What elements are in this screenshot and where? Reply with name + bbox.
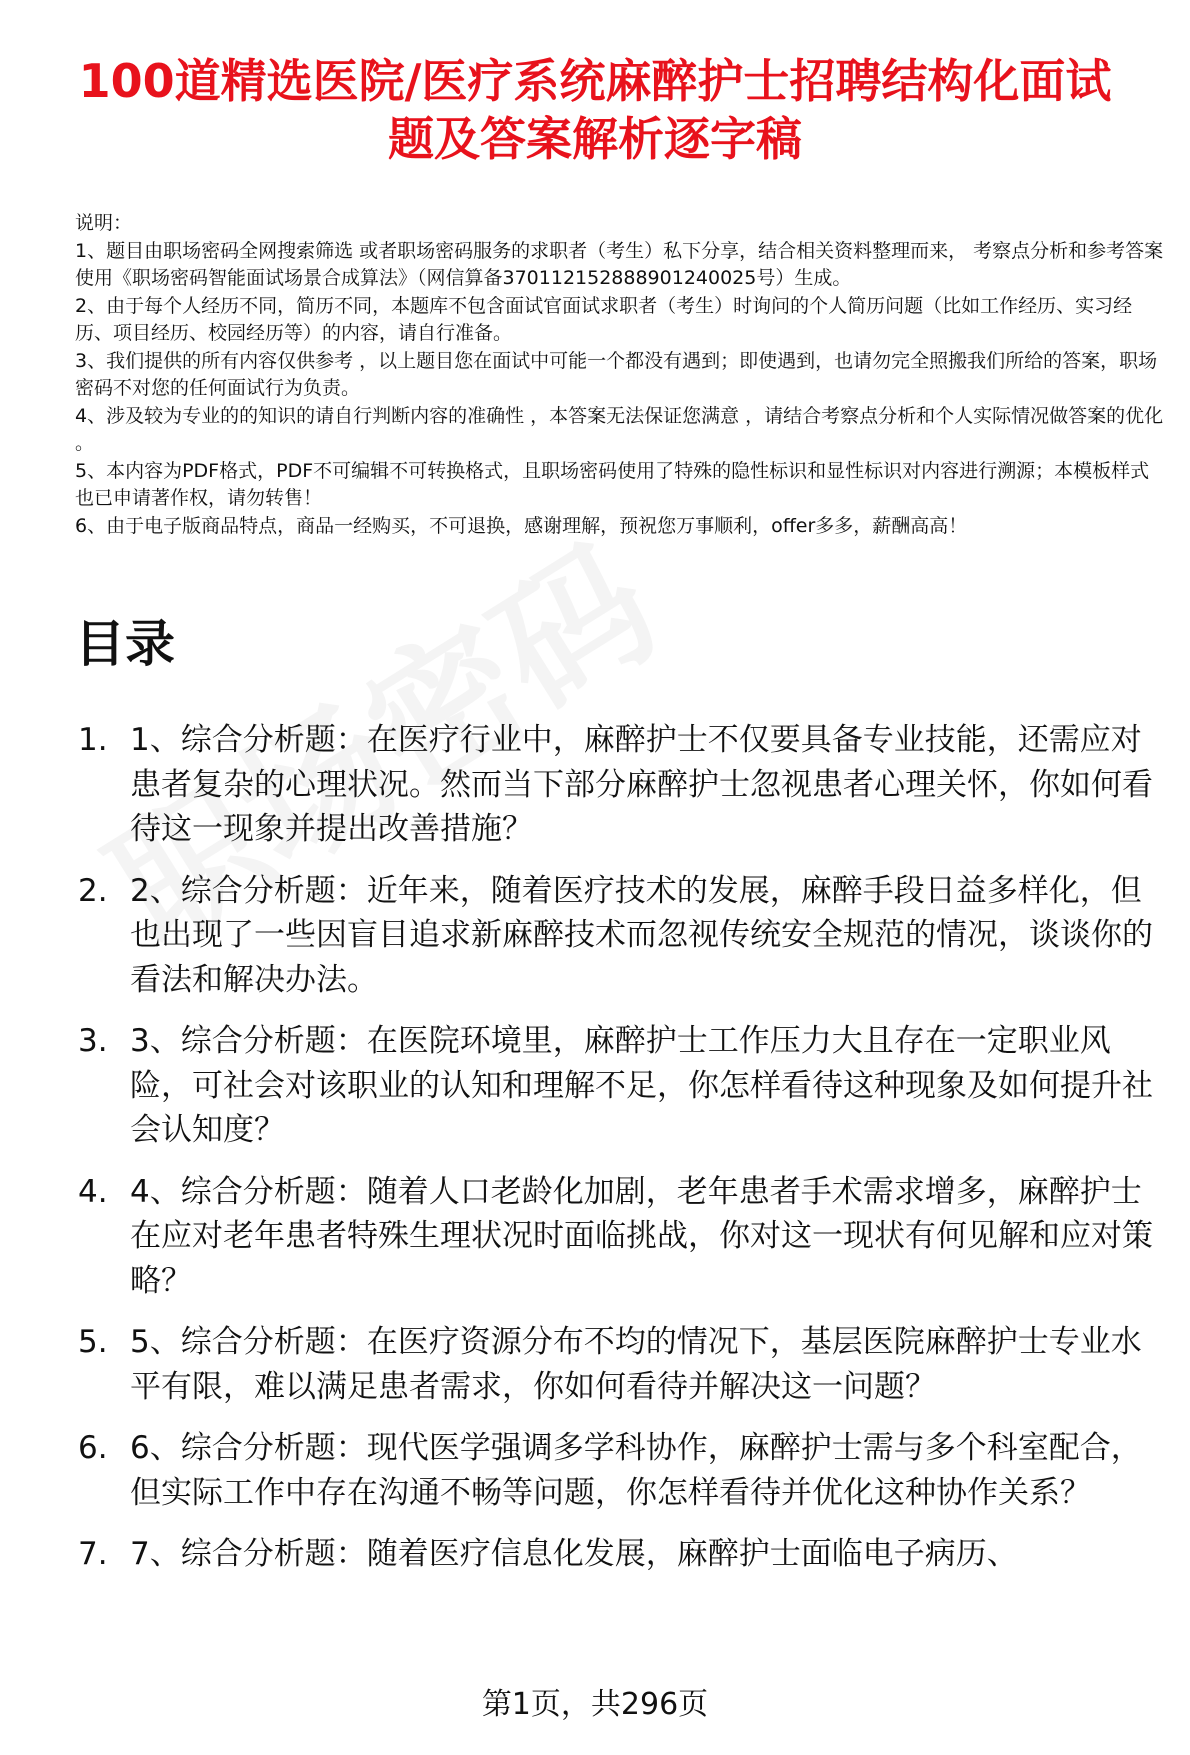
toc-item[interactable] [78, 1019, 1168, 1153]
notes-label: 说明： [75, 212, 133, 234]
toc-item-text[interactable]: 5、综合分析题：在医疗资源分布不均的情况下，基层医院麻醉护士专业水平有限，难以满足患者需求，你如何看待并解决这一问题？ [130, 1324, 1142, 1405]
notes-section [75, 210, 1165, 540]
toc-item-number: 3. [78, 1023, 108, 1059]
note-item: 6、由于电子版商品特点，商品一经购买，不可退换，感谢理解，预祝您万事顺利，offer多多，薪酬高高！ [75, 514, 968, 537]
note-item: 3、我们提供的所有内容仅供参考 ，以上题目您在面试中可能一个都没有遇到；即使遇到，也请勿完全照搬我们所给的答案，职场密码不对您的任何面试行为负责。 [75, 349, 1158, 399]
note-item: 4、涉及较为专业的的知识的请自行判断内容的准确性 ，本答案无法保证您满意 ，请结合考察点分析和个人实际情况做答案的优化 。 [75, 404, 1164, 454]
toc-item-text[interactable]: 2、综合分析题：近年来，随着医疗技术的发展，麻醉手段日益多样化，但也出现了一些因盲目追求新麻醉技术而忽视传统安全规范的情况，谈谈你的看法和解决办法。 [130, 872, 1153, 998]
toc-item-number: 5. [78, 1324, 108, 1360]
note-item: 1、题目由职场密码全网搜索筛选 或者职场密码服务的求职者（考生）私下分享，结合相关资料整理而来， 考察点分析和参考答案使用《职场密码智能面试场景合成算法》（网信算备370112152888901240025号）生成。 [75, 239, 1164, 289]
toc-item[interactable] [78, 718, 1168, 852]
toc-item[interactable] [78, 869, 1168, 1003]
toc-item-number: 7. [78, 1536, 108, 1572]
toc-item-number: 2. [78, 872, 108, 909]
toc-item[interactable] [78, 1532, 1168, 1577]
toc-item[interactable] [78, 1170, 1168, 1304]
toc-heading: 目录 [75, 615, 175, 673]
toc-item-text[interactable]: 7、综合分析题：随着医疗信息化发展，麻醉护士面临电子病历、 [130, 1536, 1018, 1572]
note-item: 2、由于每个人经历不同，简历不同，本题库不包含面试官面试求职者（考生）时询问的个人简历问题（比如工作经历、实习经历、项目经历、校园经历等）的内容，请自行准备。 [75, 294, 1133, 344]
toc-item[interactable] [78, 1426, 1168, 1515]
toc-item-number: 6. [78, 1430, 108, 1466]
toc-item-text[interactable]: 3、综合分析题：在医院环境里，麻醉护士工作压力大且存在一定职业风险，可社会对该职业的认知和理解不足，你怎样看待这种现象及如何提升社会认知度？ [130, 1023, 1153, 1148]
toc-item-text[interactable]: 1、综合分析题：在医疗行业中，麻醉护士不仅要具备专业技能，还需应对患者复杂的心理状况。然而当下部分麻醉护士忽视患者心理关怀，你如何看待这一现象并提出改善措施？ [130, 722, 1153, 847]
page-footer: 第1页，共296页 [481, 1687, 709, 1722]
table-of-contents [78, 718, 1168, 1594]
toc-item-text[interactable]: 4、综合分析题：随着人口老龄化加剧，老年患者手术需求增多，麻醉护士在应对老年患者特殊生理状况时面临挑战，你对这一现状有何见解和应对策略？ [130, 1173, 1153, 1299]
note-item: 5、本内容为PDF格式，PDF不可编辑不可转换格式，且职场密码使用了特殊的隐性标识和显性标识对内容进行溯源；本模板样式也已申请著作权，请勿转售！ [75, 459, 1150, 509]
document-title: 100道精选医院/医疗系统麻醉护士招聘结构化面试题及答案解析逐字稿 [78, 54, 1112, 166]
toc-item[interactable] [78, 1320, 1168, 1409]
toc-item-text[interactable]: 6、综合分析题：现代医学强调多学科协作，麻醉护士需与多个科室配合，但实际工作中存在沟通不畅等问题，你怎样看待并优化这种协作关系？ [130, 1430, 1142, 1511]
toc-item-number: 1. [78, 722, 108, 758]
toc-item-number: 4. [78, 1173, 108, 1210]
